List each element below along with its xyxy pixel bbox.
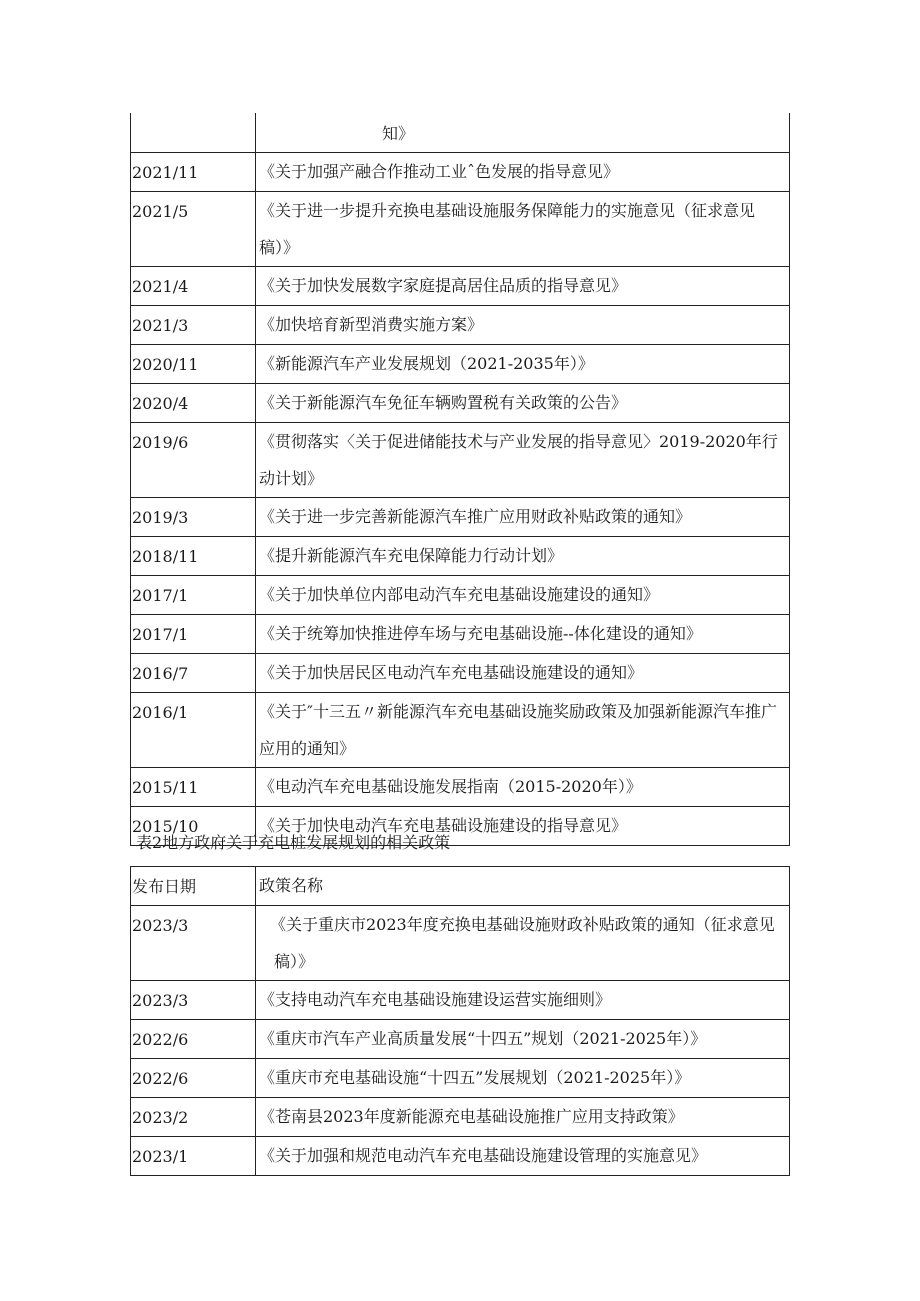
policy-name: 《关于加强产融合作推动工业ˆ色发展的指导意见》 — [256, 153, 790, 192]
policy-name: 《关于加快单位内部电动汽车充电基础设施建设的通知》 — [256, 576, 790, 615]
header-date: 发布日期 — [131, 867, 256, 906]
policy-date: 2023/3 — [131, 981, 256, 1020]
table-row — [131, 537, 790, 576]
policy-date: 2021/11 — [131, 153, 256, 192]
policy-date: 2021/4 — [131, 267, 256, 306]
table-row — [131, 654, 790, 693]
table-row — [131, 615, 790, 654]
policy-date: 2022/6 — [131, 1020, 256, 1059]
table-row — [131, 1020, 790, 1059]
policy-name: 《关于重庆市2023年度充换电基础设施财政补贴政策的通知（征求意见稿）》 — [256, 906, 790, 981]
table-row — [131, 267, 790, 306]
policy-date: 2015/10 — [131, 807, 256, 846]
policy-date: 2021/5 — [131, 192, 256, 267]
header-name: 政策名称 — [256, 867, 790, 906]
table-row — [131, 906, 790, 981]
table-row — [131, 345, 790, 384]
table-row — [131, 1098, 790, 1137]
policy-date: 2016/7 — [131, 654, 256, 693]
policy-date — [131, 113, 256, 153]
table-row — [131, 384, 790, 423]
policy-date: 2023/3 — [131, 906, 256, 981]
policy-date: 2015/11 — [131, 768, 256, 807]
policy-date: 2019/3 — [131, 498, 256, 537]
policy-name: 《苍南县2023年度新能源充电基础设施推广应用支持政策》 — [256, 1098, 790, 1137]
policy-date: 2021/3 — [131, 306, 256, 345]
policy-name: 《关于加快发展数字家庭提高居住品质的指导意见》 — [256, 267, 790, 306]
table-row — [131, 693, 790, 768]
policy-name: 《加快培育新型消费实施方案》 — [256, 306, 790, 345]
policy-name: 《支持电动汽车充电基础设施建设运营实施细则》 — [256, 981, 790, 1020]
policy-name: 《重庆市汽车产业高质量发展“十四五”规划（2021-2025年）》 — [256, 1020, 790, 1059]
policy-name: 《关于新能源汽车免征车辆购置税有关政策的公告》 — [256, 384, 790, 423]
table-row — [131, 423, 790, 498]
table-row — [131, 1059, 790, 1098]
policy-name: 《提升新能源汽车充电保障能力行动计划》 — [256, 537, 790, 576]
table-row — [131, 1137, 790, 1176]
table-row — [131, 498, 790, 537]
policy-date: 2022/6 — [131, 1059, 256, 1098]
policy-name: 《关于统筹加快推进停车场与充电基础设施--体化建设的通知》 — [256, 615, 790, 654]
policy-date: 2023/2 — [131, 1098, 256, 1137]
policy-name: 《关于进一步完善新能源汽车推广应用财政补贴政策的通知》 — [256, 498, 790, 537]
policy-name: 知》 — [256, 113, 790, 153]
policy-date: 2017/1 — [131, 576, 256, 615]
policy-date: 2020/11 — [131, 345, 256, 384]
policy-name: 《贯彻落实〈关于促进储能技术与产业发展的指导意见〉2019-2020年行动计划》 — [256, 423, 790, 498]
table-row — [131, 576, 790, 615]
policy-name: 《关于加快居民区电动汽车充电基础设施建设的通知》 — [256, 654, 790, 693]
policy-date: 2020/4 — [131, 384, 256, 423]
policy-name: 《重庆市充电基础设施“十四五”发展规划（2021-2025年）》 — [256, 1059, 790, 1098]
policy-name: 《关于加强和规范电动汽车充电基础设施建设管理的实施意见》 — [256, 1137, 790, 1176]
table-row — [131, 306, 790, 345]
policy-date: 2018/11 — [131, 537, 256, 576]
policy-date: 2019/6 — [131, 423, 256, 498]
policy-name: 《关于进一步提升充换电基础设施服务保障能力的实施意见（征求意见稿）》 — [256, 192, 790, 267]
policy-name: 《关于加快电动汽车充电基础设施建设的指导意见》 — [256, 807, 790, 846]
table-row — [131, 768, 790, 807]
table-row — [131, 113, 790, 153]
table-row — [131, 981, 790, 1020]
policy-date: 2023/1 — [131, 1137, 256, 1176]
central-policy-table — [130, 113, 790, 846]
policy-name: 《关于″十三五〃新能源汽车充电基础设施奖励政策及加强新能源汽车推广应用的通知》 — [256, 693, 790, 768]
table-caption: 表2地方政府关于充电桩发展规划的相关政策 — [136, 833, 451, 852]
policy-date: 2016/1 — [131, 693, 256, 768]
policy-name: 《新能源汽车产业发展规划（2021-2035年）》 — [256, 345, 790, 384]
local-policy-table — [130, 866, 790, 1176]
policy-date: 2017/1 — [131, 615, 256, 654]
table-row — [131, 192, 790, 267]
policy-name: 《电动汽车充电基础设施发展指南（2015-2020年）》 — [256, 768, 790, 807]
table-row — [131, 153, 790, 192]
table-header-row — [131, 867, 790, 906]
